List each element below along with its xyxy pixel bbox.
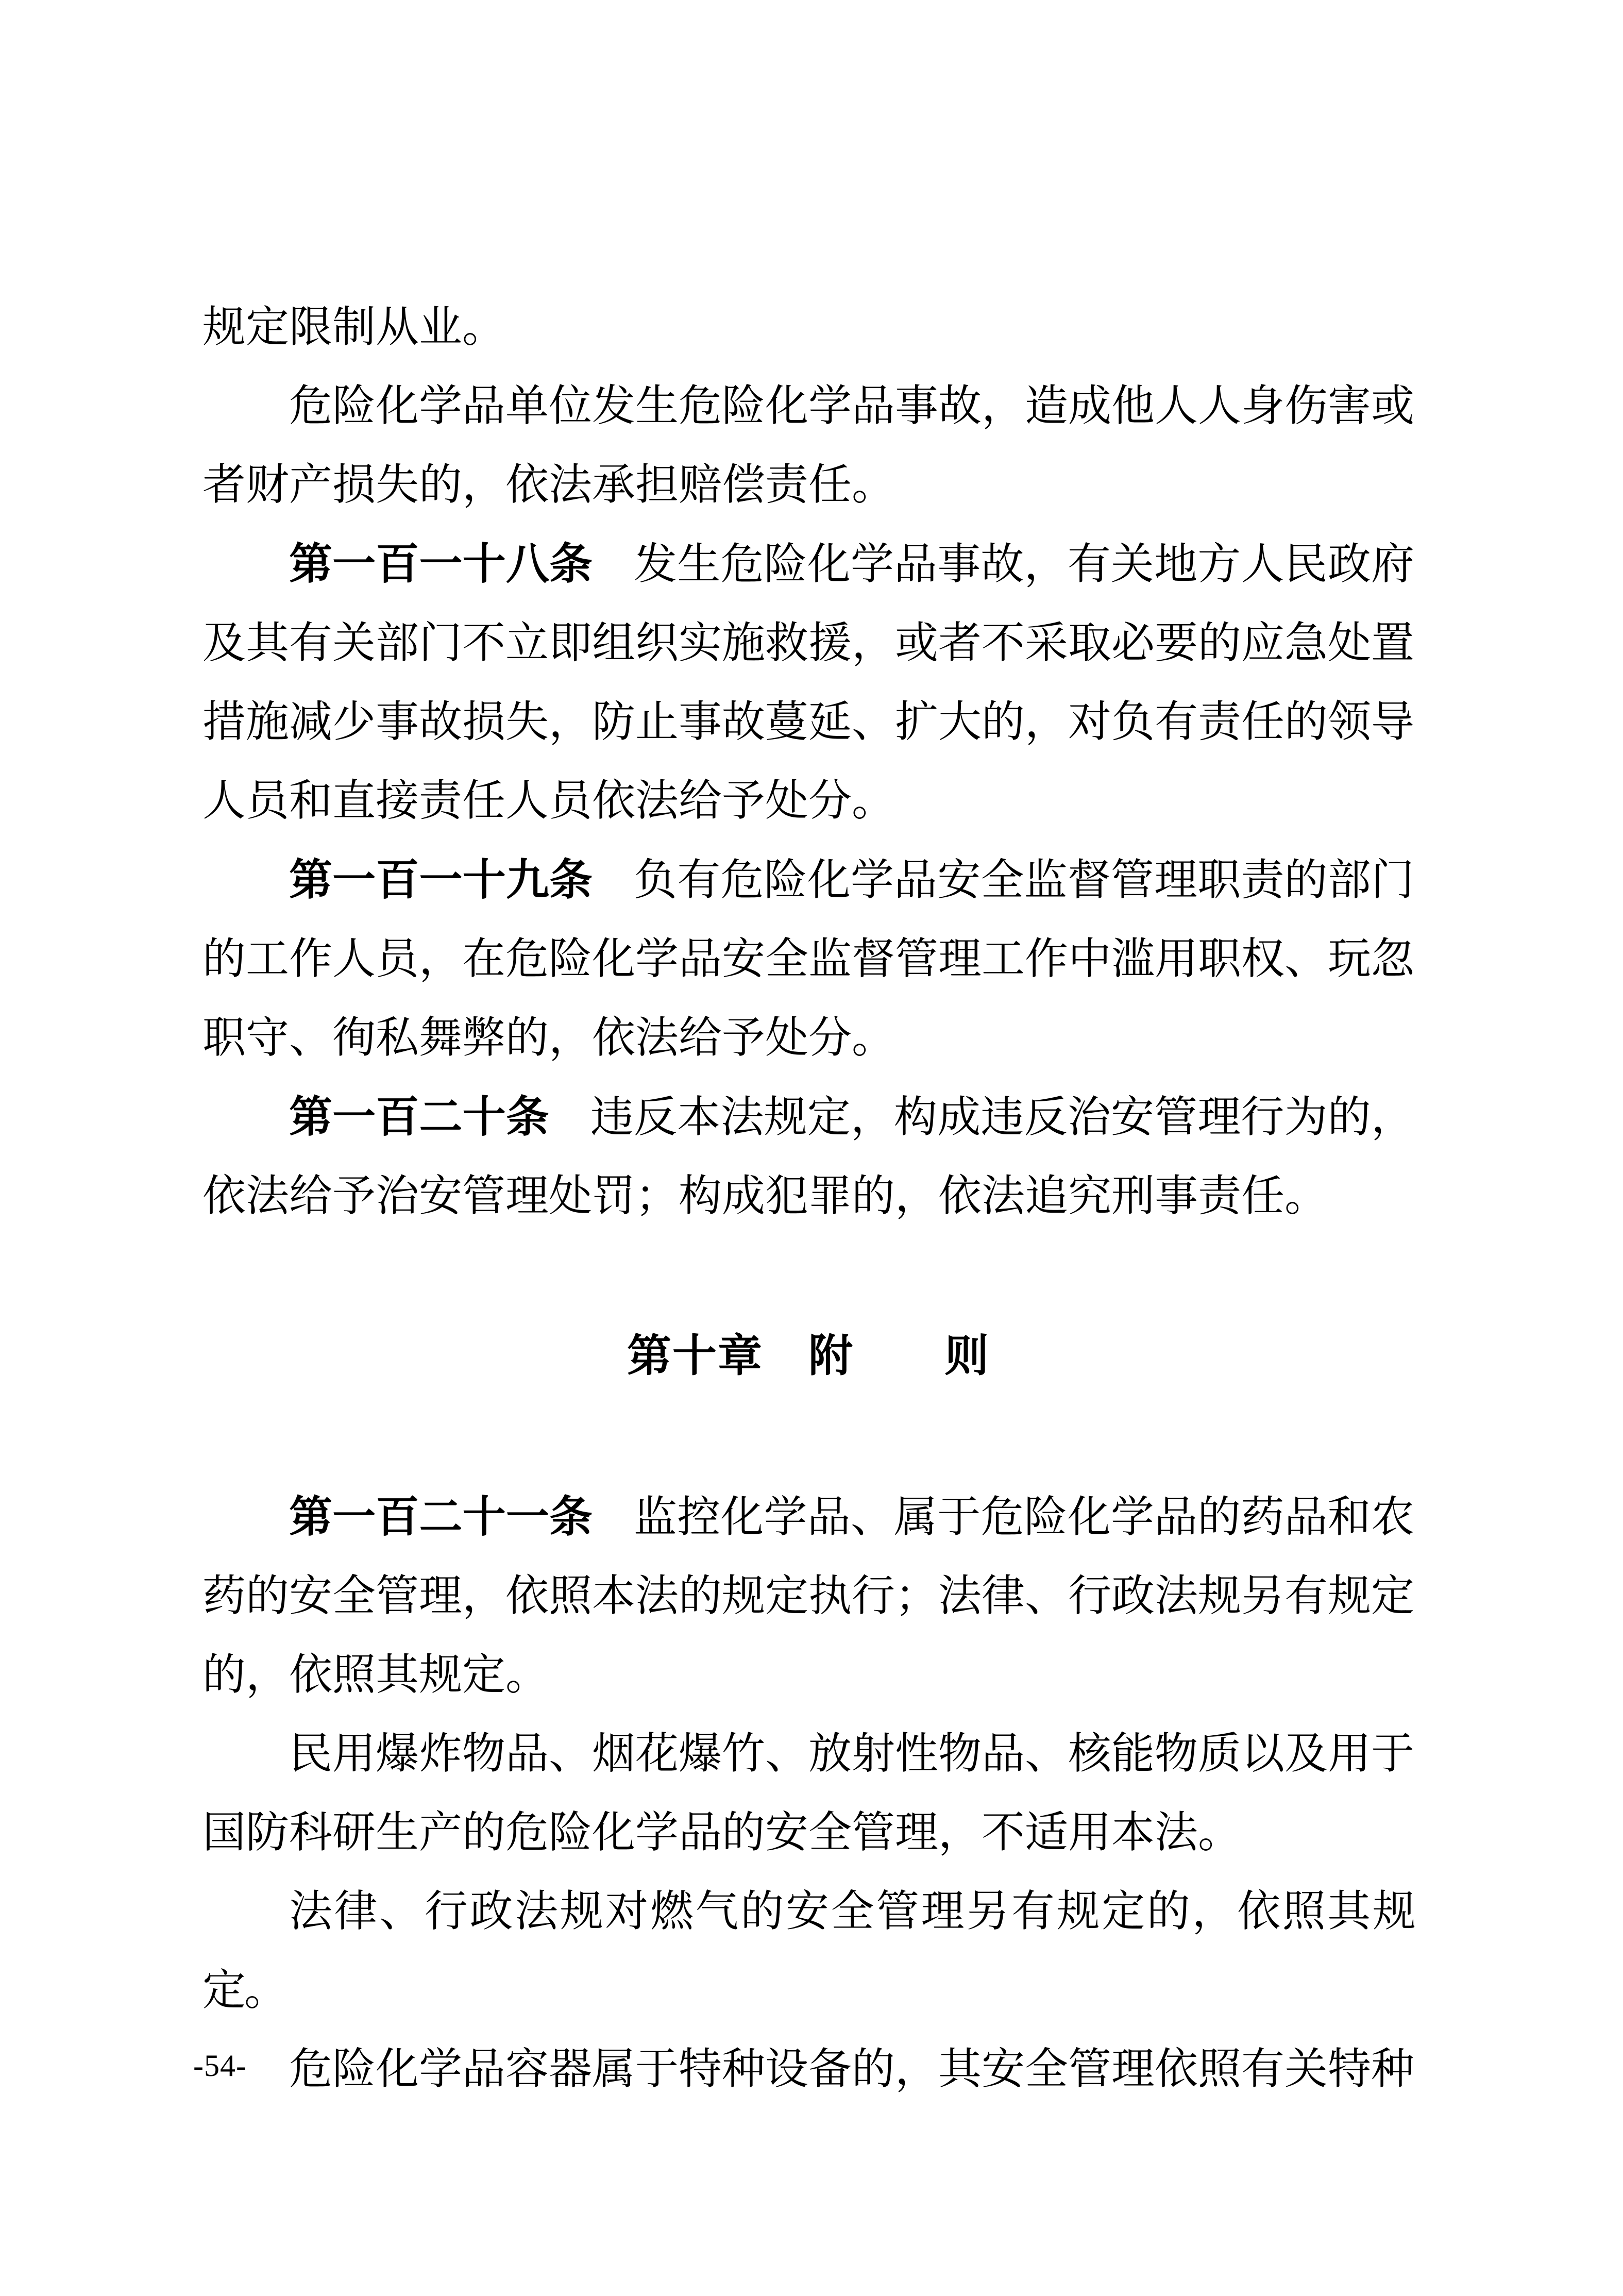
legal-paragraph [202, 1872, 1414, 2030]
article-number-label: 第一百二十一条 [289, 1493, 593, 1541]
article-number-label: 第一百二十条 [289, 1093, 550, 1141]
legal-paragraph-continuation [202, 288, 1414, 367]
paragraph-text: 民用爆炸物品、烟花爆竹、放射性物品、核能物质以及用于国防科研生产的危险化学品的安全管理，不适用本法。 [202, 1730, 1415, 1857]
paragraph-text: 法律、行政法规对燃气的安全管理另有规定的，依照其规定。 [202, 1888, 1414, 2015]
paragraph-text: 监控化学品、属于危险化学品的药品和农药的安全管理，依照本法的规定执行；法律、行政法规另有规定的，依照其规定。 [202, 1494, 1415, 1699]
paragraph-text: 危险化学品容器属于特种设备的，其安全管理依照有关特种 [289, 2046, 1415, 2093]
legal-paragraph-article-120 [202, 1078, 1414, 1236]
paragraph-text: 负有危险化学品安全监督管理职责的部门的工作人员，在危险化学品安全监督管理工作中滥用职权、玩忽职守、徇私舞弊的，依法给予处分。 [202, 857, 1415, 1062]
legal-paragraph-article-121 [202, 1478, 1414, 1715]
legal-paragraph-article-119 [202, 841, 1414, 1078]
paragraph-text: 规定限制从业。 [202, 304, 506, 351]
legal-paragraph [202, 2030, 1414, 2109]
paragraph-text: 危险化学品单位发生危险化学品事故，造成他人人身伤害或者财产损失的，依法承担赔偿责任。 [202, 382, 1415, 509]
legal-paragraph-article-118 [202, 525, 1414, 841]
article-number-label: 第一百一十八条 [289, 540, 593, 588]
paragraph-text: 发生危险化学品事故，有关地方人民政府及其有关部门不立即组织实施救援，或者不采取必要的应急处置措施减少事故损失，防止事故蔓延、扩大的，对负有责任的领导人员和直接责任人员依法给予处分。 [202, 541, 1415, 825]
document-body [202, 288, 1414, 2109]
legal-paragraph [202, 367, 1414, 525]
chapter-heading: 第十章 附 则 [627, 1331, 990, 1381]
paragraph-text: 违反本法规定，构成违反治安管理行为的，依法给予治安管理处罚；构成犯罪的，依法追究刑事责任。 [202, 1094, 1414, 1220]
legal-paragraph [202, 1715, 1414, 1872]
article-number-label: 第一百一十九条 [289, 856, 593, 904]
page-number: -54- [193, 2049, 247, 2083]
